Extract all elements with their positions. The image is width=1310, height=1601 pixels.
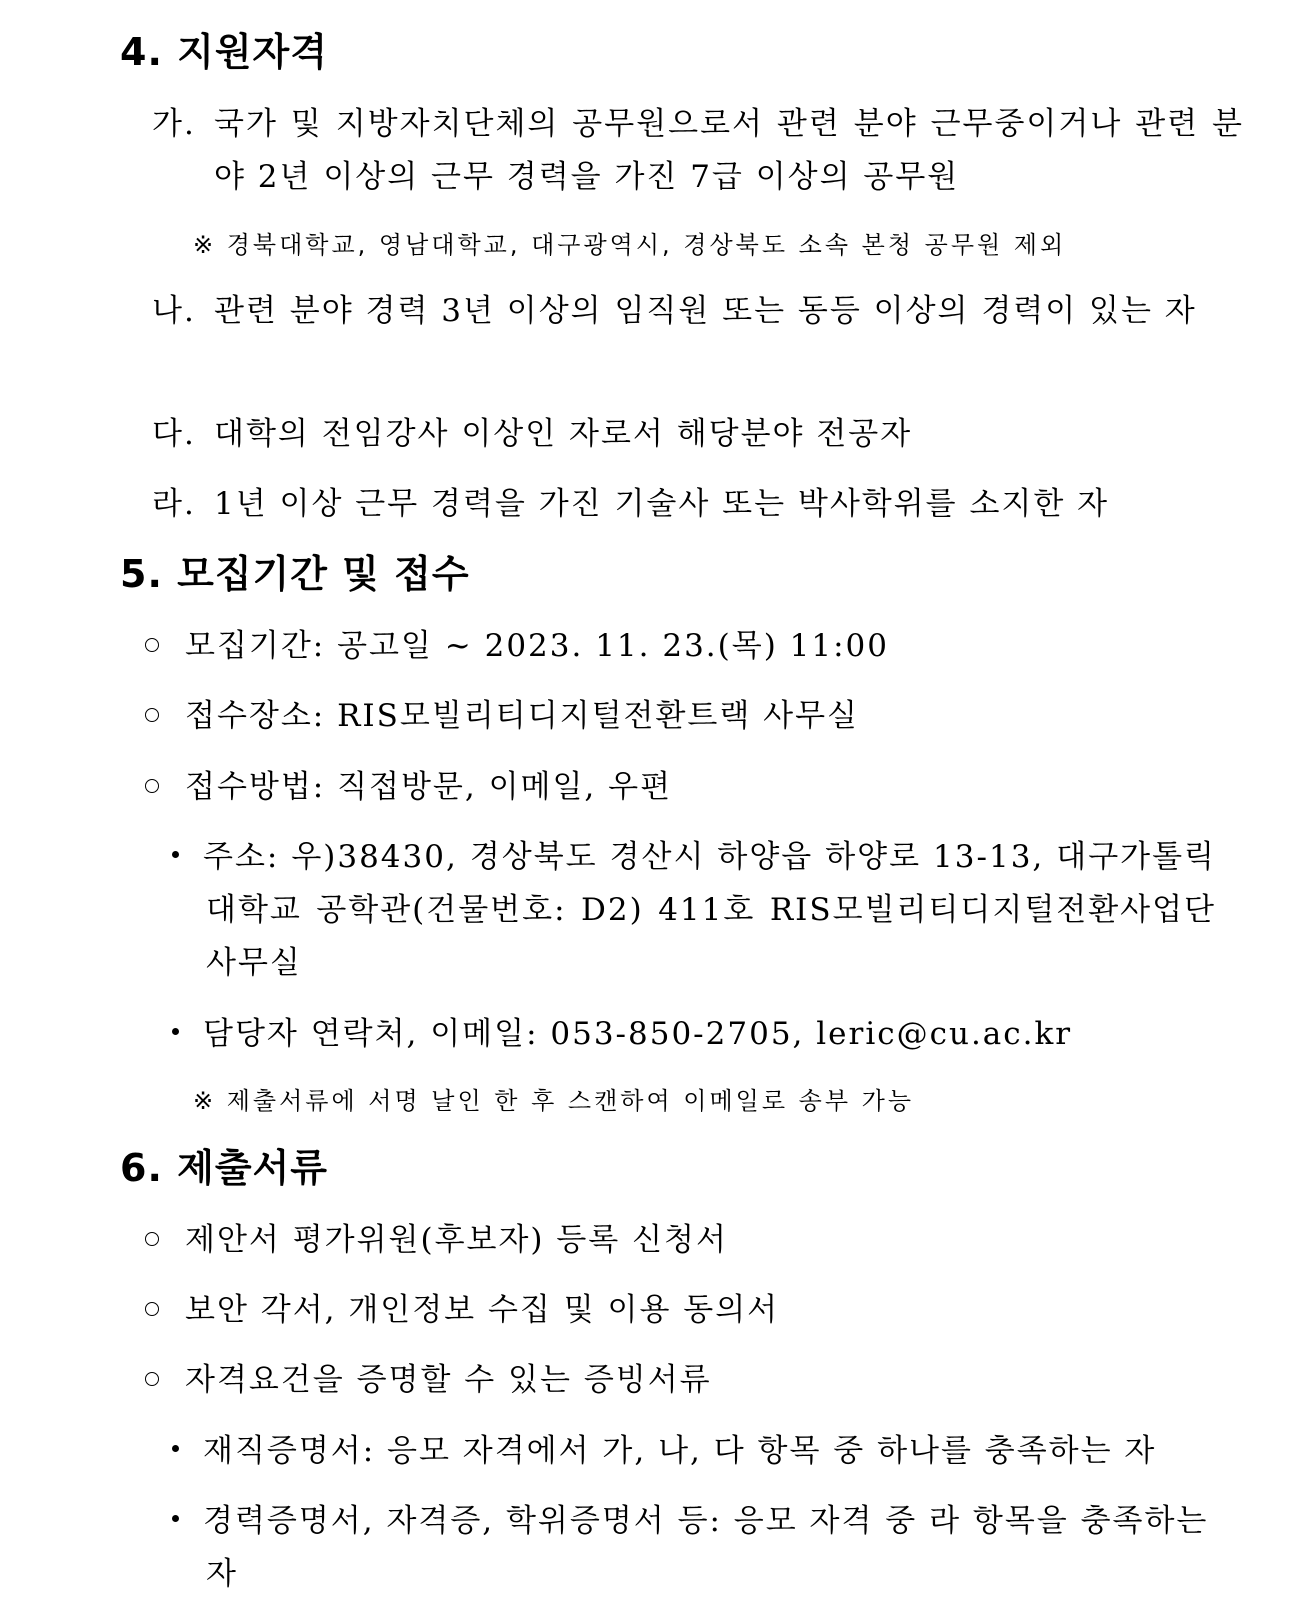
item-label: 라. (152, 486, 196, 522)
item-text: 모집기간: 공고일 ~ 2023. 11. 23.(목) 11:00 (185, 628, 889, 664)
dot-bullet-icon (172, 1515, 179, 1522)
item-text: 관련 분야 경력 3년 이상의 임직원 또는 동등 이상의 경력이 있는 자 (214, 293, 1197, 329)
submission-note: ※ 제출서류에 서명 날인 한 후 스캔하여 이메일로 송부 가능 (193, 1087, 914, 1115)
career-cert-bullet (172, 1495, 1216, 1601)
item-text: 대학의 전임강사 이상인 자로서 해당분야 전공자 (214, 416, 913, 452)
qualification-item-da (152, 408, 1244, 461)
contact-bullet (172, 1008, 1216, 1061)
dot-bullet-icon (172, 1445, 179, 1452)
circle-bullet-icon (145, 779, 159, 793)
item-text: 재직증명서: 응모 자격에서 가, 나, 다 항목 중 하나를 충족하는 자 (203, 1433, 1157, 1469)
section-5-heading: 5. 모집기간 및 접수 (120, 552, 470, 596)
qualification-item-na (152, 285, 1244, 338)
document-item-proof (145, 1354, 1185, 1407)
dot-bullet-icon (172, 1028, 179, 1035)
circle-bullet-icon (145, 1232, 159, 1246)
section-6-heading: 6. 제출서류 (120, 1146, 328, 1190)
address-bullet (172, 831, 1216, 990)
item-text: 접수장소: RIS모빌리티디지털전환트랙 사무실 (185, 698, 860, 734)
document-item-security (145, 1284, 1185, 1337)
receipt-method-item (145, 761, 1185, 814)
employment-cert-bullet (172, 1425, 1216, 1478)
dot-bullet-icon (172, 851, 179, 858)
circle-bullet-icon (145, 708, 159, 722)
item-text: 자격요건을 증명할 수 있는 증빙서류 (185, 1362, 712, 1398)
receipt-place-item (145, 690, 1185, 743)
circle-bullet-icon (145, 1372, 159, 1386)
item-label: 가. (152, 106, 196, 142)
item-text: 접수방법: 직접방문, 이메일, 우편 (185, 769, 673, 805)
item-text: 담당자 연락처, 이메일: 053-850-2705, leric@cu.ac.kr (203, 1016, 1073, 1052)
circle-bullet-icon (145, 638, 159, 652)
exclusion-note: ※ 경북대학교, 영남대학교, 대구광역시, 경상북도 소속 본청 공무원 제외 (193, 231, 1067, 259)
item-text: 1년 이상 근무 경력을 가진 기술사 또는 박사학위를 소지한 자 (214, 486, 1110, 522)
item-text: 보안 각서, 개인정보 수집 및 이용 동의서 (185, 1292, 780, 1328)
item-label: 다. (152, 416, 196, 452)
item-text: 경력증명서, 자격증, 학위증명서 등: 응모 자격 중 라 항목을 충족하는 자 (203, 1503, 1209, 1592)
item-text: 국가 및 지방자치단체의 공무원으로서 관련 분야 근무중이거나 관련 분야 2년 이상의 근무 경력을 가진 7급 이상의 공무원 (214, 106, 1244, 195)
item-text: 주소: 우)38430, 경상북도 경산시 하양읍 하양로 13-13, 대구가톨릭대학교 공학관(건물번호: D2) 411호 RIS모빌리티디지털전환사업단 사무실 (203, 839, 1217, 981)
section-4-heading: 4. 지원자격 (120, 30, 328, 74)
qualification-item-ga (152, 98, 1244, 204)
circle-bullet-icon (145, 1302, 159, 1316)
recruit-period-item (145, 620, 1185, 673)
item-label: 나. (152, 293, 196, 329)
qualification-item-ra (152, 478, 1244, 531)
document-item-application (145, 1214, 1185, 1267)
item-text: 제안서 평가위원(후보자) 등록 신청서 (185, 1222, 728, 1258)
